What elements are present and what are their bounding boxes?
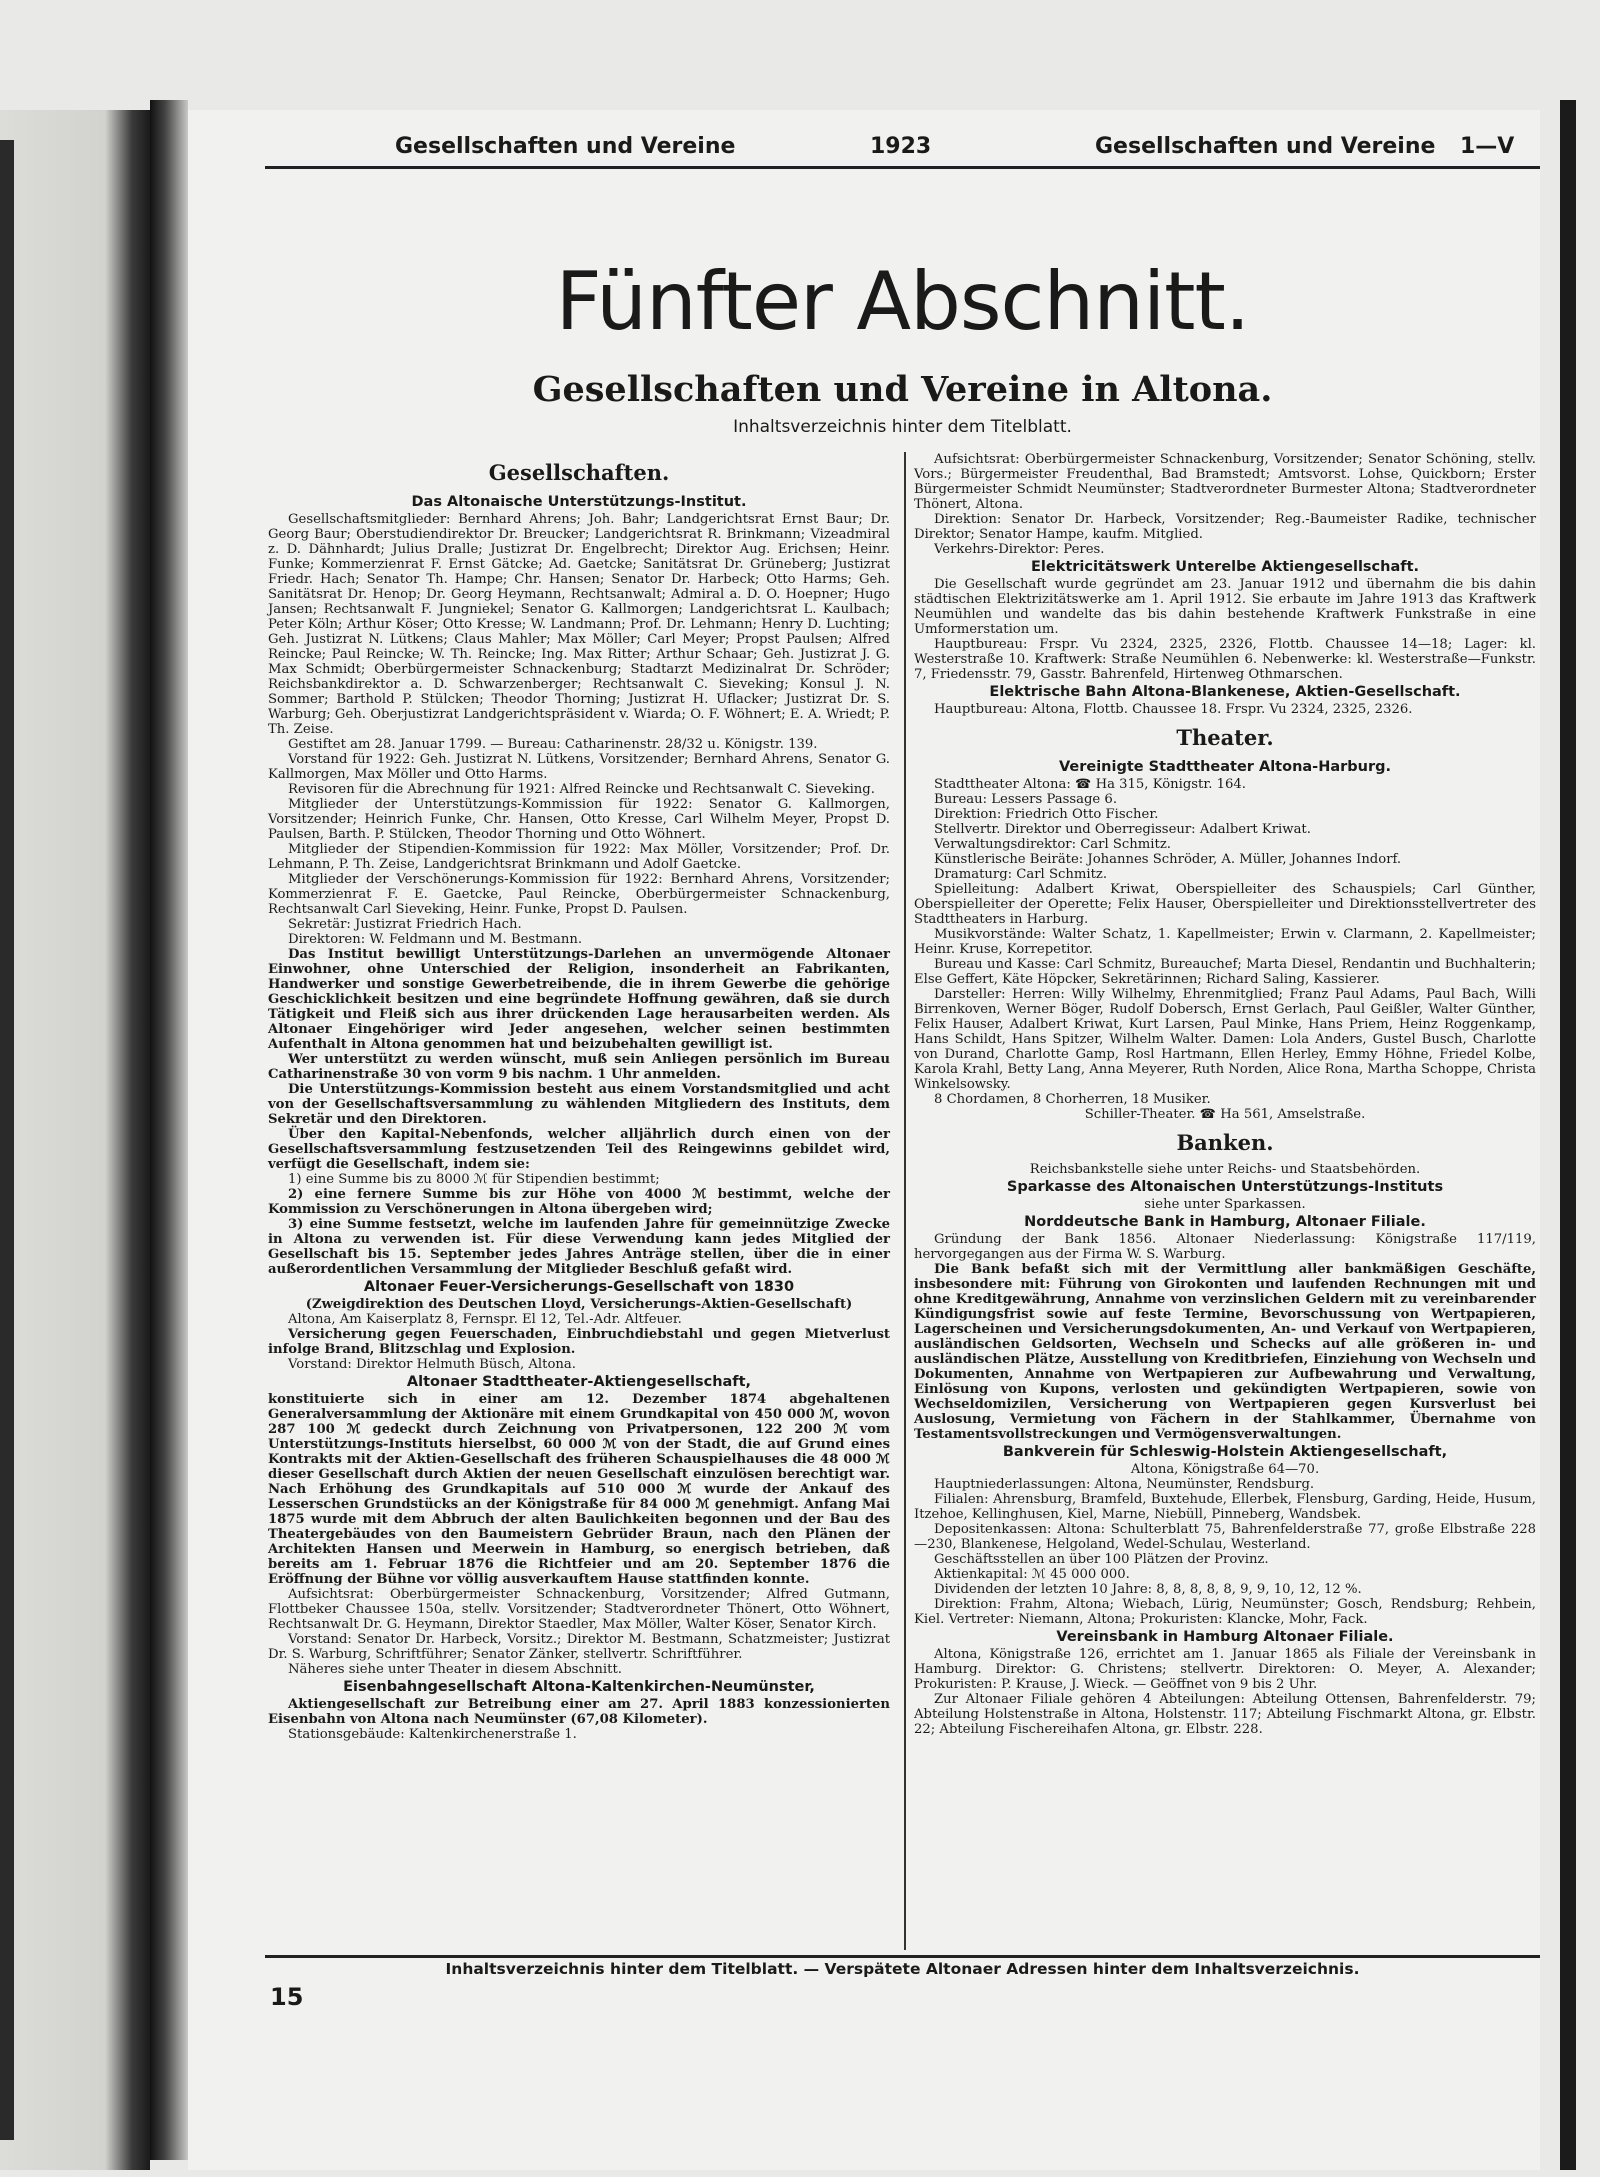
paragraph: Hauptbureau: Altona, Flottb. Chaussee 18. Frspr. Vu 2324, 2325, 2326. xyxy=(934,702,1413,717)
header-year: 1923 xyxy=(870,134,932,159)
paragraph: 1) eine Summe bis zu 8000 ℳ für Stipendien bestimmt; xyxy=(288,1172,660,1187)
section-heading: Altonaer Feuer-Versicherungs-Gesellschaft von 1830 xyxy=(363,1279,795,1295)
paragraph: Stadttheater Altona: ☎ Ha 315, Königstr. 164. xyxy=(934,777,1246,792)
paragraph: Musikvorstände: Walter Schatz, 1. Kapellmeister; Erwin v. Clarmann, 2. Kapellmeister; Heinr. Kruse, Korrepetitor. xyxy=(914,927,1536,957)
paragraph: Reichsbankstelle siehe unter Reichs- und Staatsbehörden. xyxy=(1029,1162,1421,1177)
paragraph: Vorstand: Direktor Helmuth Büsch, Altona. xyxy=(288,1357,576,1372)
paragraph: Altona, Am Kaiserplatz 8, Fernspr. El 12, Tel.-Adr. Altfeuer. xyxy=(288,1312,682,1327)
paragraph: Direktoren: W. Feldmann und M. Bestmann. xyxy=(288,932,583,947)
page-number: 15 xyxy=(270,1983,304,2011)
paragraph: Näheres siehe unter Theater in diesem Abschnitt. xyxy=(288,1662,622,1677)
paragraph: Hauptbureau: Frspr. Vu 2324, 2325, 2326, Flottb. Chaussee 14—18; Lager: kl. Westerstraße 10. Kraftwerk: Straße Neumühlen 6. Nebenwerke: kl. Westerstraße—Funkstr. 7, Friedensstr. 79, Gasstr. Bahrenfeld, Hirtenweg Othmarschen. xyxy=(914,637,1536,682)
section-heading: Eisenbahngesellschaft Altona-Kaltenkirchen-Neumünster, xyxy=(343,1679,815,1695)
section-heading: Theater. xyxy=(1176,725,1274,750)
paragraph: Künstlerische Beiräte: Johannes Schröder, A. Müller, Johannes Indorf. xyxy=(934,852,1402,867)
paragraph: Aktienkapital: ℳ 45 000 000. xyxy=(934,1567,1130,1582)
left-page-edge xyxy=(0,140,14,2140)
paragraph: Gründung der Bank 1856. Altonaer Niederlassung: Königstraße 117/119, hervorgegangen aus der Firma W. S. Warburg. xyxy=(914,1232,1536,1262)
paragraph: Geschäftsstellen an über 100 Plätzen der Provinz. xyxy=(934,1552,1269,1567)
section-heading: Elektrische Bahn Altona-Blankenese, Aktien-Gesellschaft. xyxy=(989,684,1461,700)
section-heading: Vereinigte Stadttheater Altona-Harburg. xyxy=(1058,759,1392,775)
paragraph: Dramaturg: Carl Schmitz. xyxy=(934,867,1108,882)
paragraph: 8 Chordamen, 8 Chorherren, 18 Musiker. xyxy=(934,1092,1211,1107)
left-facing-page xyxy=(0,110,150,2170)
section-heading: Gesellschaften. xyxy=(488,460,670,485)
paragraph: Spielleitung: Adalbert Kriwat, Oberspielleiter des Schauspiels; Carl Günther, Oberspielleiter der Operette; Felix Hauser, Oberspielleiter und Direktionsstellvertreter des Stadttheaters in Harburg. xyxy=(914,882,1536,927)
paragraph: Dividenden der letzten 10 Jahre: 8, 8, 8, 8, 8, 9, 9, 10, 12, 12 %. xyxy=(934,1582,1362,1597)
right-page-edge xyxy=(1560,100,1576,2170)
paragraph: Zur Altonaer Filiale gehören 4 Abteilungen: Abteilung Ottensen, Bahrenfelderstr. 79; Abteilung Holstenstraße in Altona, Holstenstr. 117; Abteilung Fischmarkt Altona, gr. Elbstr. 22; Abteilung Fischereihafen Altona, gr. Elbstr. 228. xyxy=(914,1692,1536,1737)
paragraph: (Zweigdirektion des Deutschen Lloyd, Versicherungs-Aktien-Gesellschaft) xyxy=(305,1297,853,1312)
paragraph: Filialen: Ahrensburg, Bramfeld, Buxtehude, Ellerbek, Flensburg, Garding, Heide, Husum, Itzehoe, Kellinghusen, Kiel, Marne, Niebüll, Pinneberg, Wandsbek. xyxy=(914,1492,1536,1522)
section-heading: Sparkasse des Altonaischen Unterstützungs-Instituts xyxy=(1006,1179,1444,1195)
paragraph: Gesellschaftsmitglieder: Bernhard Ahrens; Joh. Bahr; Landgerichtsrat Ernst Baur; Dr. Georg Baur; Oberstudiendirektor Dr. Breucker; Landgerichtsrat R. Brinkmann; Vizeadmiral z. D. Dähnhardt; Julius Dralle; Justizrat Dr. Engelbrecht; Direktor Aug. Erichsen; Heinr. Funke; Kommerzienrat F. Ernst Gätcke; Ad. Gaetcke; Sanitätsrat Dr. Grüneberg; Justizrat Friedr. Hach; Senator Th. Hampe; Chr. Hansen; Senator Dr. Harbeck; Otto Harms; Geh. Sanitätsrat Dr. Henop; Dr. Georg Heymann, Rechtsanwalt; Admiral a. D. O. Hoepner; Hugo Jansen; Rechtsanwalt F. Jungniekel; Senator G. Kallmorgen; Landgerichtsrat L. Kaulbach; Peter Köln; Arthur Köser; Otto Kresse; W. Landmann; Prof. Dr. Lehmann; Henry D. Luchting; Geh. Justizrat N. Lütkens; Claus Mahler; Max Möller; Carl Meyer; Propst Paulsen; Alfred Reincke; Paul Reincke; W. Th. Reincke; Ing. Max Ritter; Arthur Schaar; Geh. Justizrat J. G. Max Schmidt; Oberbürgermeister Schnackenburg; Stadtarzt Medizinalrat Dr. Schröder; Reichsbankdirektor a. D. Schwarzenberger; Rechtsanwalt C. Sieveking; Konsul J. N. Sommer; Barthold P. Stülcken; Theodor Thorning; Justizrat H. Uflacker; Justizrat Dr. S. Warburg; Geh. Oberjustizrat Landgerichtspräsident v. Wiarda; O. F. Wöhnert; E. A. Wriedt; P. Th. Zeise. xyxy=(268,512,890,737)
paragraph: Aktiengesellschaft zur Betreibung einer am 27. April 1883 konzessionierten Eisenbahn von Altona nach Neumünster (67,08 Kilometer). xyxy=(268,1697,890,1727)
page-subtitle: Gesellschaften und Vereine in Altona. xyxy=(532,369,1273,410)
paragraph: Verkehrs-Direktor: Peres. xyxy=(934,542,1105,557)
page-title: Fünfter Abschnitt. xyxy=(555,255,1250,348)
paragraph: Versicherung gegen Feuerschaden, Einbruchdiebstahl und gegen Mietverlust infolge Brand, Blitzschlag und Explosion. xyxy=(268,1327,890,1357)
footer-rule xyxy=(265,1955,1540,1958)
paragraph: Verwaltungsdirektor: Carl Schmitz. xyxy=(934,837,1171,852)
paragraph: Stellvertr. Direktor und Oberregisseur: Adalbert Kriwat. xyxy=(934,822,1311,837)
paragraph: Bureau und Kasse: Carl Schmitz, Bureauchef; Marta Diesel, Rendantin und Buchhalterin; Else Geffert, Käte Höpcker, Sekretärinnen; Richard Saling, Kassierer. xyxy=(914,957,1536,987)
paragraph: Über den Kapital-Nebenfonds, welcher alljährlich durch einen von der Gesellschaftsversammlung festzusetzenden Teil des Reingewinns gebildet wird, verfügt die Gesellschaft, indem sie: xyxy=(268,1127,890,1172)
paragraph: Depositenkassen: Altona: Schulterblatt 75, Bahrenfelderstraße 77, große Elbstraße 228—230, Blankenese, Helgoland, Wedel-Schulau, Westerland. xyxy=(914,1522,1536,1552)
paragraph: Stationsgebäude: Kaltenkirchenerstraße 1. xyxy=(288,1727,577,1742)
paragraph: Die Gesellschaft wurde gegründet am 23. Januar 1912 und übernahm die bis dahin städtischen Elektrizitätswerke am 1. April 1912. Sie erbaute im Jahre 1913 das Kraftwerk Neumühlen und wandelte das bis dahin bestehende Kraftwerk Funkstraße in eine Umformerstation um. xyxy=(914,577,1536,637)
paragraph: 2) eine fernere Summe bis zur Höhe von 4000 ℳ bestimmt, welche der Kommission zu Verschönerungen in Altona übergeben wird; xyxy=(268,1187,890,1217)
footer-note: Inhaltsverzeichnis hinter dem Titelblatt. — Verspätete Altonaer Adressen hinter dem Inhaltsverzeichnis. xyxy=(445,1960,1360,1978)
paragraph: Mitglieder der Stipendien-Kommission für 1922: Max Möller, Vorsitzender; Prof. Dr. Lehmann, P. Th. Zeise, Landgerichtsrat Brinkmann und Adolf Gaetcke. xyxy=(268,842,890,872)
paragraph: Direktion: Friedrich Otto Fischer. xyxy=(934,807,1159,822)
section-heading: Bankverein für Schleswig-Holstein Aktiengesellschaft, xyxy=(1002,1444,1448,1460)
section-heading: Das Altonaische Unterstützungs-Institut. xyxy=(411,494,747,510)
section-heading: Norddeutsche Bank in Hamburg, Altonaer Filiale. xyxy=(1024,1214,1426,1230)
paragraph: konstituierte sich in einer am 12. Dezember 1874 abgehaltenen Generalversammlung der Aktionäre mit einem Grundkapital von 450 000 ℳ, wovon 287 100 ℳ gedeckt durch Zeichnung von Privatpersonen, 122 200 ℳ vom Unterstützungs-Instituts hierselbst, 60 000 ℳ von der Stadt, die auf Grund eines Kontrakts mit der Aktien-Gesellschaft des früheren Schauspielhauses die 48 000 ℳ dieser Gesellschaft durch Aktien der neuen Gesellschaft einzulösen berechtigt war. Nach Erhöhung des Grundkapitals auf 510 000 ℳ wurde der Ankauf des Lesserschen Grundstücks an der Königstraße für 84 000 ℳ genehmigt. Anfang Mai 1875 wurde mit dem Abbruch der alten Baulichkeiten begonnen und der Bau des Theatergebäudes von den Baumeistern Gebrüder Braun, nach den Plänen der Architekten Hansen und Meerwein in Hamburg, so energisch betrieben, daß bereits am 1. Februar 1876 die Richtfeier und am 20. September 1876 die Eröffnung der Bühne vor völlig ausverkauftem Hause stattfinden konnte. xyxy=(268,1392,890,1587)
paragraph: Darsteller: Herren: Willy Wilhelmy, Ehrenmitglied; Franz Paul Adams, Paul Bach, Willi Birrenkoven, Werner Böger, Rudolf Dobersch, Ernst Gerlach, Paul Geißler, Walter Günther, Felix Hauser, Adalbert Kriwat, Kurt Larsen, Paul Minke, Hans Priem, Heinz Roggenkamp, Hans Schildt, Hans Spitzer, Wilhelm Walter. Damen: Lola Anders, Gustel Busch, Charlotte von Durand, Charlotte Gamp, Rosl Hartmann, Ellen Herley, Emmy Höhne, Friedel Kolbe, Karola Krahl, Betty Lang, Anna Meyerer, Ruth Norden, Alice Rona, Martha Schoppe, Christa Winkelsowsky. xyxy=(914,987,1536,1092)
header-left-title: Gesellschaften und Vereine xyxy=(395,134,736,159)
paragraph: Revisoren für die Abrechnung für 1921: Alfred Reincke und Rechtsanwalt C. Sieveking. xyxy=(288,782,875,797)
paragraph: Das Institut bewilligt Unterstützungs-Darlehen an unvermögende Altonaer Einwohner, ohne Unterschied der Religion, insonderheit an Fabrikanten, Handwerker und sonstige Gewerbetreibende, die in ihrem Gewerbe die gehörige Geschicklichkeit besitzen und eine begründete Hoffnung gewähren, daß sie durch Tätigkeit und Fleiß sich aus ihrer drückenden Lage herausarbeiten werden. Als Altonaer Eingehöriger wird Jeder angesehen, welcher seinen bestimmten Aufenthalt in Altona genommen hat und beizubehalten gewilligt ist. xyxy=(268,947,890,1052)
paragraph: Sekretär: Justizrat Friedrich Hach. xyxy=(288,917,522,932)
paragraph: Die Unterstützungs-Kommission besteht aus einem Vorstandsmitglied und acht von der Gesellschaftsversammlung zu wählenden Mitgliedern des Instituts, dem Sekretär und den Direktoren. xyxy=(268,1082,890,1127)
paragraph: Wer unterstützt zu werden wünscht, muß sein Anliegen persönlich im Bureau Catharinenstraße 30 von vorm 9 bis nachm. 1 Uhr anmelden. xyxy=(268,1052,890,1082)
paragraph: Aufsichtsrat: Oberbürgermeister Schnackenburg, Vorsitzender; Senator Schöning, stellv. Vors.; Bürgermeister Freudenthal, Bad Bramstedt; Amtsvorst. Lohse, Quickborn; Erster Bürgermeister Schmidt Neumünster; Stadtverordneter Burmester Altona; Stadtverordneter Thönert, Altona. xyxy=(914,452,1536,512)
header-rule xyxy=(265,166,1540,169)
section-heading: Vereinsbank in Hamburg Altonaer Filiale. xyxy=(1056,1629,1394,1645)
paragraph: Hauptniederlassungen: Altona, Neumünster, Rendsburg. xyxy=(934,1477,1315,1492)
paragraph: Mitglieder der Verschönerungs-Kommission für 1922: Bernhard Ahrens, Vorsitzender; Kommerzienrat F. E. Gaetcke, Paul Reincke, Oberbürgermeister Schnackenburg, Rechtsanwalt Carl Sieveking, Heinr. Funke, Propst D. Paulsen. xyxy=(268,872,890,917)
paragraph: Schiller-Theater. ☎ Ha 561, Amselstraße. xyxy=(1084,1107,1366,1122)
header-section-number: 1—V xyxy=(1460,134,1515,159)
paragraph: Altona, Königstraße 126, errichtet am 1. Januar 1865 als Filiale der Vereinsbank in Hamburg. Direktor: G. Christens; stellvertr. Direktoren: O. Meyer, A. Alexander; Prokuristen: P. Krause, J. Wieck. — Geöffnet von 9 bis 2 Uhr. xyxy=(914,1647,1536,1692)
contents-note: Inhaltsverzeichnis hinter dem Titelblatt. xyxy=(733,417,1072,437)
paragraph: Vorstand für 1922: Geh. Justizrat N. Lütkens, Vorsitzender; Bernhard Ahrens, Senator G. Kallmorgen, Max Möller und Otto Harms. xyxy=(268,752,890,782)
book-spine xyxy=(150,100,188,2160)
running-header xyxy=(265,128,1540,168)
paragraph: Bureau: Lessers Passage 6. xyxy=(934,792,1118,807)
section-heading: Elektricitätswerk Unterelbe Aktiengesellschaft. xyxy=(1030,559,1420,575)
section-heading: Altonaer Stadttheater-Aktiengesellschaft, xyxy=(406,1374,752,1390)
right-text-column xyxy=(914,452,1536,1737)
paragraph: Die Bank befaßt sich mit der Vermittlung aller bankmäßigen Geschäfte, insbesondere mit: Führung von Girokonten und laufenden Rechnungen mit und ohne Kreditgewährung, Annahme von verzinslichen Geldern mit zu vereinbarender Kündigungsfrist sowie auf feste Termine, Bevorschussung von Wertpapieren, Lagerscheinen und Versicherungsdokumenten, An- und Verkauf von Wertpapieren, ausländischen Geldsorten, Wechseln und Schecks auf alle größeren in- und ausländischen Plätze, Ausstellung von Kreditbriefen, Einziehung von Wechseln und Dokumenten, Annahme von Wertpapieren zur Aufbewahrung und Verwaltung, Einlösung von Kupons, verlosten und gekündigten Wertpapieren, sowie von Wechseldomizilen, Versicherung von Wertpapieren gegen Kursverlust bei Auslosung, Vermietung von Fächern in der Stahlkammer, Übernahme von Testamentsvollstreckungen und Vermögensverwaltungen. xyxy=(914,1262,1536,1442)
column-divider xyxy=(904,452,906,1950)
section-heading: Banken. xyxy=(1176,1130,1274,1155)
paragraph: Altona, Königstraße 64—70. xyxy=(1130,1462,1320,1477)
paragraph: Direktion: Frahm, Altona; Wiebach, Lürig, Neumünster; Gosch, Rendsburg; Rehbein, Kiel. Vertreter: Niemann, Altona; Prokuristen: Klancke, Mohr, Fack. xyxy=(914,1597,1536,1627)
paragraph: Vorstand: Senator Dr. Harbeck, Vorsitz.; Direktor M. Bestmann, Schatzmeister; Justizrat Dr. S. Warburg, Schriftführer; Senator Zänker, stellvertr. Schriftführer. xyxy=(268,1632,890,1662)
paragraph: Mitglieder der Unterstützungs-Kommission für 1922: Senator G. Kallmorgen, Vorsitzender; Heinrich Funke, Chr. Hansen, Otto Kresse, Carl Wilhelm Meyer, Propst D. Paulsen, Barth. P. Stülcken, Theodor Thorning und Otto Wöhnert. xyxy=(268,797,890,842)
paragraph: Direktion: Senator Dr. Harbeck, Vorsitzender; Reg.-Baumeister Radike, technischer Direktor; Senator Hampe, kaufm. Mitglied. xyxy=(914,512,1536,542)
header-right-title: Gesellschaften und Vereine xyxy=(1095,134,1436,159)
paragraph: siehe unter Sparkassen. xyxy=(1144,1197,1306,1212)
left-text-column xyxy=(268,452,890,1742)
paragraph: Aufsichtsrat: Oberbürgermeister Schnackenburg, Vorsitzender; Alfred Gutmann, Flottbeker Chaussee 150a, stellv. Vorsitzender; Stadtverordneter Thönert, Otto Wöhnert, Rechtsanwalt Dr. G. Heymann, Direktor Staedler, Max Möller, Walter Köser, Senator Kirch. xyxy=(268,1587,890,1632)
paragraph: 3) eine Summe festsetzt, welche im laufenden Jahre für gemeinnützige Zwecke in Altona zu verwenden ist. Für diese Verwendung kann jedes Mitglied der Gesellschaft bis 15. September jedes Jahres Anträge stellen, über die in einer außerordentlichen Versammlung der Mitglieder Beschluß gefaßt wird. xyxy=(268,1217,890,1277)
paragraph: Gestiftet am 28. Januar 1799. — Bureau: Catharinenstr. 28/32 u. Königstr. 139. xyxy=(288,737,818,752)
